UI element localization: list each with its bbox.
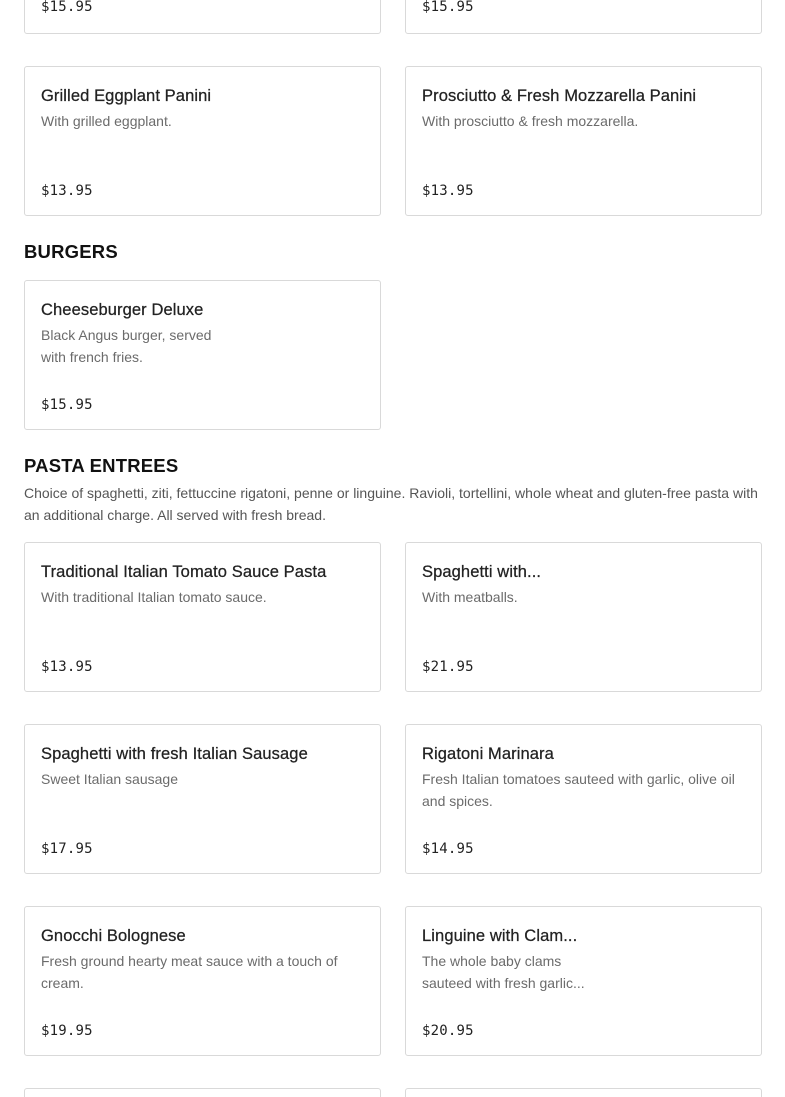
- menu-content: [24, 0, 761, 1097]
- item-description: The whole baby clams sauteed with fresh garlic...: [422, 953, 585, 991]
- menu-item-card[interactable]: [24, 724, 381, 874]
- menu-item-card[interactable]: [24, 0, 381, 34]
- item-price: $19.95: [41, 1023, 93, 1039]
- item-name: Gnocchi Bolognese: [41, 927, 186, 945]
- item-price: $15.95: [41, 0, 93, 15]
- item-price: $21.95: [422, 659, 474, 675]
- burgers-grid: [24, 280, 761, 430]
- item-description: With grilled eggplant.: [41, 113, 172, 129]
- item-price: $13.95: [422, 183, 474, 199]
- menu-item-card[interactable]: [24, 66, 381, 216]
- section-title-burgers: BURGERS: [24, 241, 118, 262]
- item-description: With meatballs.: [422, 589, 518, 605]
- item-name: Spaghetti with fresh Italian Sausage: [41, 745, 308, 763]
- menu-item-card[interactable]: [405, 724, 762, 874]
- item-description: Sweet Italian sausage: [41, 771, 178, 787]
- item-name: Linguine with Clam...: [422, 927, 578, 945]
- item-price: $14.95: [422, 841, 474, 857]
- menu-item-card[interactable]: [405, 0, 762, 34]
- item-name: Spaghetti with...: [422, 563, 542, 581]
- item-description: Fresh ground hearty meat sauce with a touch of cream.: [41, 953, 338, 991]
- item-price: $15.95: [41, 397, 93, 413]
- menu-item-card[interactable]: [24, 542, 381, 692]
- top-partial-row: [24, 0, 761, 34]
- item-price: $15.95: [422, 0, 474, 15]
- menu-item-card[interactable]: [24, 1088, 381, 1097]
- menu-item-card[interactable]: [405, 1088, 762, 1097]
- item-description: With traditional Italian tomato sauce.: [41, 589, 267, 605]
- item-price: $20.95: [422, 1023, 474, 1039]
- item-name: Rigatoni Marinara: [422, 745, 554, 763]
- item-description: Fresh Italian tomatoes sauteed with garlic, olive oil and spices.: [422, 771, 735, 809]
- menu-item-card[interactable]: [24, 906, 381, 1056]
- menu-item-card[interactable]: [405, 66, 762, 216]
- menu-item-card[interactable]: [405, 542, 762, 692]
- item-name: Cheeseburger Deluxe: [41, 301, 204, 319]
- section-title-pasta: PASTA ENTREES: [24, 455, 179, 476]
- item-description: With prosciutto & fresh mozzarella.: [422, 113, 639, 129]
- item-description: Black Angus burger, served with french fries.: [41, 327, 212, 365]
- menu-item-card[interactable]: [405, 906, 762, 1056]
- item-name: Prosciutto & Fresh Mozzarella Panini: [422, 87, 697, 105]
- item-price: $13.95: [41, 183, 93, 199]
- pasta-grid: [24, 542, 761, 1097]
- menu-item-card[interactable]: [24, 280, 381, 430]
- item-price: $13.95: [41, 659, 93, 675]
- item-name: Grilled Eggplant Panini: [41, 87, 212, 105]
- item-name: Traditional Italian Tomato Sauce Pasta: [41, 563, 327, 581]
- panini-row: [24, 66, 761, 216]
- item-price: $17.95: [41, 841, 93, 857]
- section-description: Choice of spaghetti, ziti, fettuccine rigatoni, penne or linguine. Ravioli, tortellini, whole wheat and gluten-free pasta with an additional charge. All served with fresh bread.: [24, 485, 758, 523]
